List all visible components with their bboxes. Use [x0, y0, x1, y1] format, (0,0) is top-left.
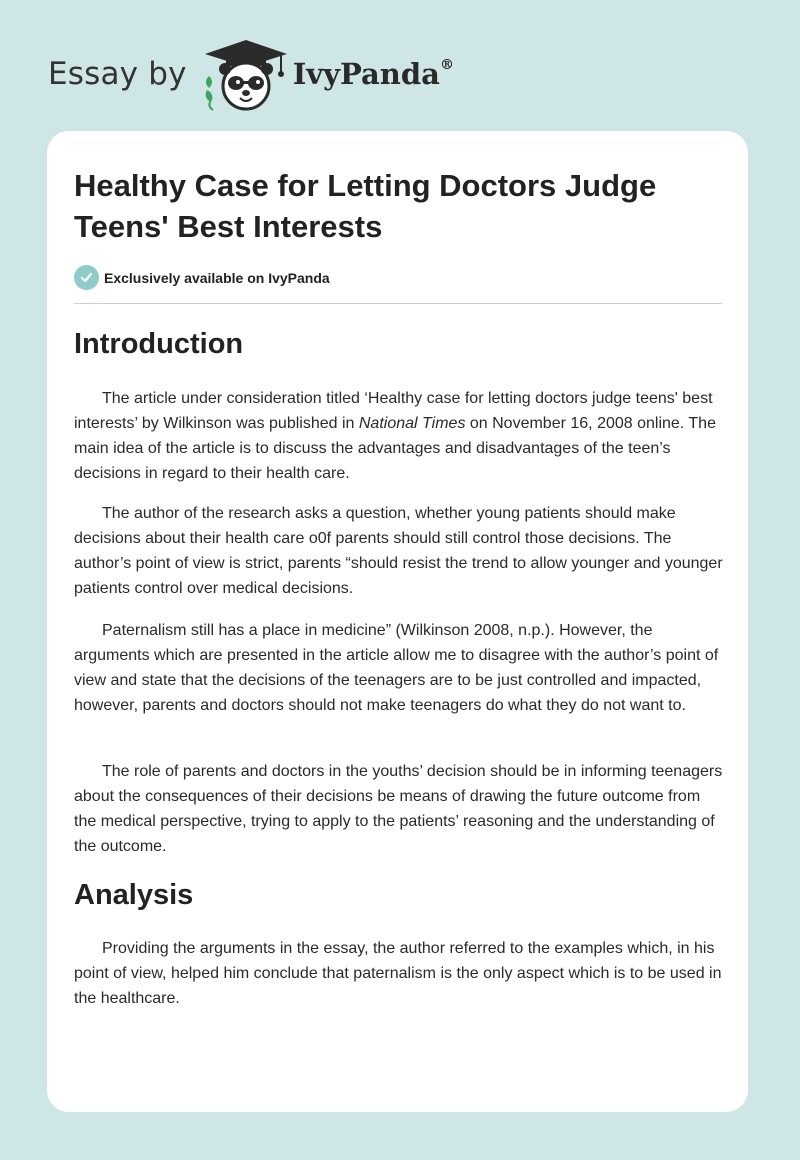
- paragraph: The author of the research asks a question, whether young patients should make decisions about their health care o0f parents should still control those decisions. The author’s point of view is strict, parents “should resist the trend to allow younger and younger patients control over medical decisions.: [74, 505, 723, 597]
- heading-introduction: Introduction: [74, 328, 244, 360]
- exclusive-badge: [74, 265, 330, 290]
- divider: [74, 303, 722, 304]
- publication-name: National Times: [358, 415, 466, 432]
- paragraph-text: The article under consideration titled ‘Healthy case for letting doctors judge teens' best interests’ by Wilkinson was published in: [74, 390, 713, 432]
- heading-analysis: Analysis: [74, 879, 194, 911]
- site-header: [48, 34, 454, 114]
- essay-by-label: Essay by: [48, 56, 187, 92]
- check-icon: [74, 265, 99, 290]
- essay-card: [47, 131, 748, 1112]
- paragraph: Providing the arguments in the essay, the author referred to the examples which, in his point of view, helped him conclude that paternalism is the only aspect which is to be used in the healthcare.: [74, 940, 722, 1007]
- paragraph: [74, 386, 724, 486]
- paragraph-text: on November 16, 2008 online. The main idea of the article is to discuss the advantages and disadvantages of the teen’s decisions in regard to their health care.: [74, 415, 716, 482]
- registered-mark: ®: [439, 57, 454, 74]
- exclusive-text: Exclusively available on IvyPanda: [104, 269, 330, 286]
- paragraph: The role of parents and doctors in the youths’ decision should be in informing teenagers about the consequences of their decisions be means of drawing the future outcome from the medical perspective, trying to apply to the patients’ reasoning and the understanding of the outcome.: [74, 763, 723, 855]
- ivypanda-logo-icon[interactable]: [201, 36, 291, 112]
- brand-name[interactable]: [293, 57, 454, 91]
- paragraph: Paternalism still has a place in medicine” (Wilkinson 2008, n.p.). However, the arguments which are presented in the article allow me to disagree with the author’s point of view and state that the decisions of the teenagers are to be just controlled and impacted, however, parents and doctors should not make teenagers do what they do not want to.: [74, 622, 719, 714]
- essay-title: Healthy Case for Letting Doctors Judge Teens' Best Interests: [74, 168, 657, 244]
- brand-text: IvyPanda: [292, 57, 440, 91]
